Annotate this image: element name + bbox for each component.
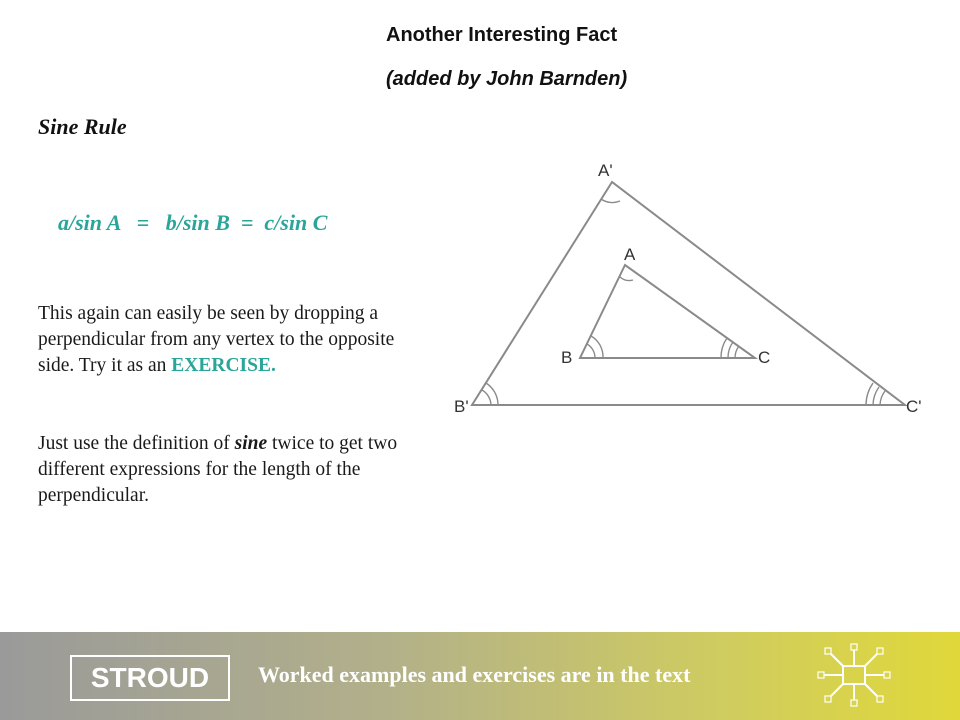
outer-triangle	[472, 182, 905, 405]
stroud-logo: STROUD	[70, 655, 230, 701]
hint-paragraph	[38, 431, 418, 509]
inner-triangle	[580, 265, 755, 358]
vertex-label-b: B	[561, 348, 573, 367]
vertex-label-b-prime: B'	[454, 397, 469, 416]
vertex-label-c-prime: C'	[906, 397, 922, 416]
angle-arc-a	[620, 277, 633, 281]
hub-center	[843, 666, 865, 684]
angle-arc-c-prime-3	[866, 383, 873, 405]
vertex-label-a-prime: A'	[598, 161, 613, 180]
vertex-label-a: A	[624, 245, 636, 264]
attribution: (added by John Barnden)	[386, 68, 628, 90]
angle-arc-b-2	[591, 336, 603, 358]
angle-arc-b-1	[587, 344, 595, 358]
section-title: Sine Rule	[38, 114, 127, 139]
page-heading: Another Interesting Fact	[386, 24, 618, 46]
angle-arc-c-prime-2	[873, 387, 879, 405]
sine-emphasis: sine	[234, 433, 268, 454]
hint-text-start: Just use the definition of	[38, 433, 235, 454]
angle-arc-b-prime-1	[482, 390, 491, 405]
sine-rule-formula: a/sin A = b/sin B = c/sin C	[58, 210, 328, 235]
angle-arc-c-3	[721, 338, 727, 358]
navigation-hub-icon[interactable]	[814, 642, 894, 708]
angle-arc-a-prime	[601, 199, 620, 203]
similar-triangles-diagram	[440, 150, 930, 430]
vertex-label-c: C	[758, 348, 771, 367]
footer-note[interactable]: Worked examples and exercises are in the text	[258, 662, 691, 687]
hint-text-end: twice to get two different expressions for the length of the perpendicular.	[38, 433, 398, 506]
angle-arc-c-1	[735, 346, 739, 358]
explanation-text: This again can easily be seen by dropping a perpendicular from any vertex to the opposite side. Try it as an	[38, 303, 395, 376]
exercise-highlight: EXERCISE.	[171, 355, 276, 376]
angle-arc-c-prime-1	[880, 391, 885, 405]
explanation-paragraph	[38, 301, 418, 379]
angle-arc-c-2	[728, 342, 733, 358]
